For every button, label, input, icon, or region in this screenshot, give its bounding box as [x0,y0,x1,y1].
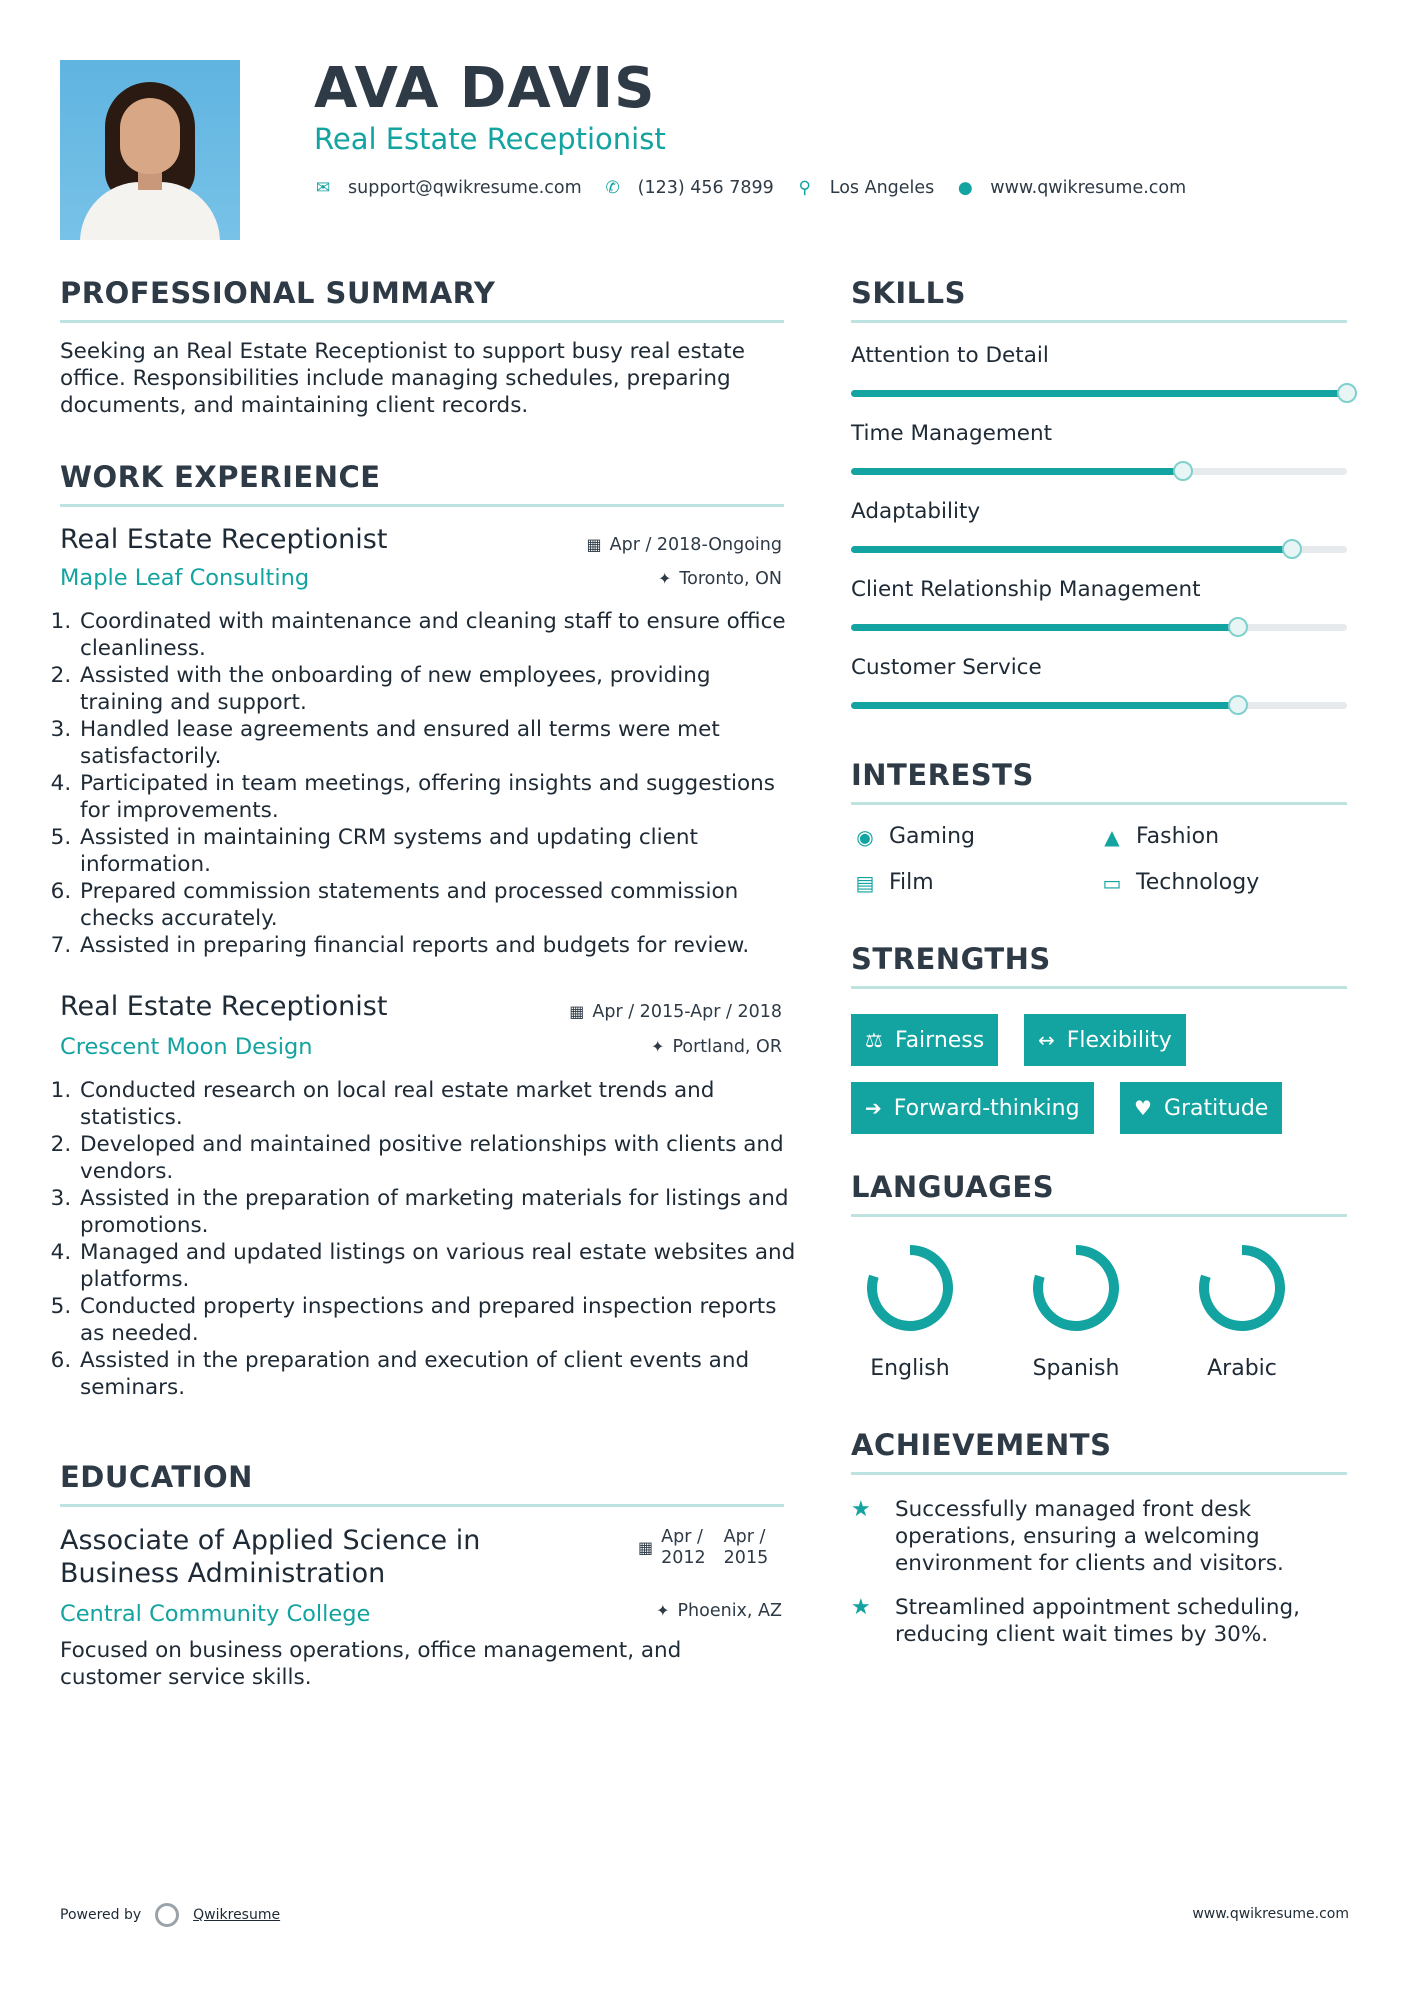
skill-bar-handle [1228,617,1248,637]
job-1-bullets [60,608,798,959]
strength-badge: ⚖ Fairness [851,1014,998,1066]
laptop-icon: ▭ [1102,870,1122,895]
contact-phone[interactable]: (123) 456 7899 [637,178,774,198]
list-item: 7. Assisted in preparing financial reports and budgets for review. [78,932,798,959]
skill-name: Customer Service [851,655,1042,680]
qwikresume-link[interactable]: Qwikresume [193,1907,281,1923]
job-2-bullets [60,1077,798,1401]
list-item: 6. Assisted in the preparation and execution of client events and seminars. [78,1347,798,1401]
list-item: 2. Developed and maintained positive relationships with clients and vendors. [78,1131,798,1185]
interest-item: ◉ Gaming [851,824,975,849]
skill-bar-handle [1337,383,1357,403]
language-progress-ring [864,1242,956,1334]
qwikresume-logo-icon [155,1903,179,1927]
interest-item: ▤ Film [851,870,934,895]
film-icon: ▤ [855,870,875,895]
candidate-role: Real Estate Receptionist [314,122,666,156]
contact-location: Los Angeles [829,178,935,198]
list-item: 4. Participated in team meetings, offering insights and suggestions for improvements. [78,770,798,824]
footer-powered-by: Powered by Qwikresume [60,1903,280,1927]
education-dates: ▦ Apr / 2012 Apr / 2015 [638,1527,769,1568]
education-description: Focused on business operations, office management, and customer service skills. [60,1638,682,1690]
pin-icon: ✦ [656,1601,670,1620]
summary-heading: PROFESSIONAL SUMMARY [60,276,496,310]
skill-bar-fill [851,702,1238,709]
footer-website[interactable]: www.qwikresume.com [1192,1906,1349,1922]
list-item: 3. Assisted in the preparation of marketing materials for listings and promotions. [78,1185,798,1239]
language-item: English [850,1242,970,1381]
skill-bar-fill [851,468,1183,475]
list-item: 6. Prepared commission statements and processed commission checks accurately. [78,878,798,932]
list-item: 1. Conducted research on local real estate market trends and statistics. [78,1077,798,1131]
job-2-location: ✦ Portland, OR [651,1037,782,1057]
calendar-icon: ▦ [638,1538,654,1557]
skills-heading: SKILLS [851,276,966,310]
achievement-item: ★ Streamlined appointment scheduling, reducing client wait times by 30%. [851,1595,1300,1647]
school-name: Central Community College [60,1601,371,1627]
strength-badge: ↔ Flexibility [1024,1014,1186,1066]
profile-photo [60,60,240,240]
experience-heading: WORK EXPERIENCE [60,460,381,494]
strength-badge: ♥ Gratitude [1120,1082,1282,1134]
star-icon: ★ [851,1497,871,1522]
interests-heading: INTERESTS [851,758,1034,792]
pin-icon: ✦ [651,1037,665,1056]
skill-bar [851,702,1347,709]
skill-bar-fill [851,546,1292,553]
heart-icon: ♥ [1134,1096,1152,1120]
job-1-dates: ▦ Apr / 2018-Ongoing [586,535,782,555]
job-2-title: Real Estate Receptionist [60,991,388,1022]
contact-email[interactable]: support@qwikresume.com [348,178,582,198]
achievements-heading: ACHIEVEMENTS [851,1428,1112,1462]
languages-rule [851,1214,1347,1217]
phone-icon: ✆ [605,178,620,198]
list-item: 2. Assisted with the onboarding of new employees, providing training and support. [78,662,798,716]
pin-icon: ✦ [658,569,672,588]
interest-item: ▲ Fashion [1098,824,1219,849]
globe-icon: ● [957,178,973,198]
list-item: 5. Assisted in maintaining CRM systems and updating client information. [78,824,798,878]
skill-bar [851,468,1347,475]
experience-rule [60,504,784,507]
calendar-icon: ▦ [569,1002,585,1021]
education-location: ✦ Phoenix, AZ [656,1601,782,1621]
gamepad-icon: ◉ [856,824,874,849]
calendar-icon: ▦ [586,535,602,554]
skill-bar [851,546,1347,553]
candidate-name: AVA DAVIS [314,56,656,121]
strengths-rule [851,986,1347,989]
summary-text: Seeking an Real Estate Receptionist to support busy real estate office. Responsibilities include managing schedules, preparing documents, and maintaining client records. [60,339,745,418]
contact-website[interactable]: www.qwikresume.com [990,178,1187,198]
skill-bar-fill [851,624,1238,631]
list-item: 1. Coordinated with maintenance and cleaning staff to ensure office cleanliness. [78,608,798,662]
contact-bar [314,178,1208,198]
skill-bar [851,624,1347,631]
languages-heading: LANGUAGES [851,1170,1055,1204]
map-marker-icon: ⚲ [798,178,811,198]
skill-name: Attention to Detail [851,343,1049,368]
strengths-heading: STRENGTHS [851,942,1051,976]
interests-rule [851,802,1347,805]
skill-bar-fill [851,390,1347,397]
summary-rule [60,320,784,323]
skill-bar-handle [1173,461,1193,481]
list-item: 4. Managed and updated listings on various real estate websites and platforms. [78,1239,798,1293]
balance-scale-icon: ⚖ [865,1028,883,1052]
envelope-icon: ✉ [315,178,331,198]
language-item: Arabic [1182,1242,1302,1381]
job-1-location: ✦ Toronto, ON [658,569,782,589]
achievement-item: ★ Successfully managed front desk operations, ensuring a welcoming environment for clients and visitors. [851,1497,1284,1576]
language-progress-ring [1030,1242,1122,1334]
skill-name: Client Relationship Management [851,577,1201,602]
language-item: Spanish [1016,1242,1136,1381]
degree-title: Associate of Applied Science in Business Administration [60,1525,481,1589]
skill-name: Adaptability [851,499,981,524]
achievements-rule [851,1472,1347,1475]
education-heading: EDUCATION [60,1460,253,1494]
list-item: 3. Handled lease agreements and ensured all terms were met satisfactorily. [78,716,798,770]
language-progress-ring [1196,1242,1288,1334]
skill-bar-handle [1282,539,1302,559]
list-item: 5. Conducted property inspections and prepared inspection reports as needed. [78,1293,798,1347]
interest-item: ▭ Technology [1098,870,1259,895]
skill-bar [851,390,1347,397]
skill-name: Time Management [851,421,1053,446]
job-2-dates: ▦ Apr / 2015-Apr / 2018 [569,1002,782,1022]
job-2-company: Crescent Moon Design [60,1034,313,1060]
skills-rule [851,320,1347,323]
star-icon: ★ [851,1595,871,1620]
education-rule [60,1504,784,1507]
shopping-bag-icon: ▲ [1104,824,1120,849]
arrows-horizontal-icon: ↔ [1038,1028,1055,1052]
strength-badge: ➔ Forward-thinking [851,1082,1094,1134]
job-1-title: Real Estate Receptionist [60,524,388,555]
skill-bar-handle [1228,695,1248,715]
job-1-company: Maple Leaf Consulting [60,565,310,591]
arrow-right-icon: ➔ [865,1096,882,1120]
